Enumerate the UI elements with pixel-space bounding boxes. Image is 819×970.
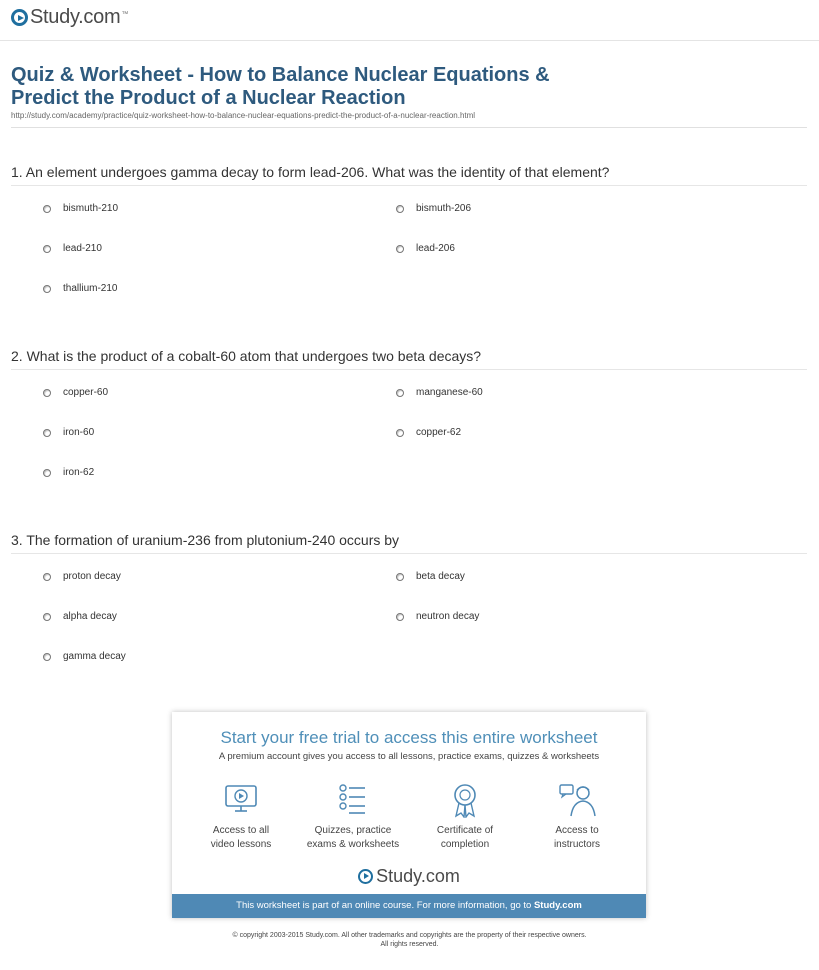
answer-label: neutron decay — [416, 611, 480, 622]
play-circle-icon — [11, 9, 28, 26]
answer-option[interactable] — [396, 203, 471, 214]
answer-label: beta decay — [416, 571, 465, 582]
copyright-line-1: © copyright 2003-2015 Study.com. All other trademarks and copyrights are the property of their respective owners. — [232, 932, 587, 939]
answer-option[interactable] — [396, 243, 455, 254]
answer-label: lead-210 — [63, 243, 102, 254]
copyright-notice — [150, 931, 669, 949]
course-info-text: This worksheet is part of an online course. For more information, go to — [236, 900, 534, 911]
radio-button[interactable] — [396, 429, 404, 437]
question-text: 1. An element undergoes gamma decay to form lead-206. What was the identity of that element? — [11, 164, 807, 186]
title-divider — [11, 127, 807, 128]
radio-button[interactable] — [43, 285, 51, 293]
video-lesson-icon — [221, 782, 261, 818]
instructor-icon — [557, 782, 597, 818]
answer-label: bismuth-206 — [416, 203, 472, 214]
answer-label: gamma decay — [63, 651, 126, 662]
feature-label: Access to all video lessons — [210, 825, 272, 850]
answer-option[interactable] — [396, 611, 479, 622]
answer-option[interactable] — [43, 571, 121, 582]
radio-button[interactable] — [43, 429, 51, 437]
answer-option[interactable] — [43, 611, 117, 622]
answer-option[interactable] — [396, 571, 465, 582]
answer-label: manganese-60 — [416, 387, 483, 398]
answer-label: lead-206 — [416, 243, 455, 254]
radio-button[interactable] — [43, 245, 51, 253]
quiz-list-icon — [333, 782, 373, 818]
radio-button[interactable] — [396, 613, 404, 621]
radio-button[interactable] — [43, 613, 51, 621]
trademark-mark: ™ — [121, 11, 129, 18]
question-2 — [11, 348, 807, 478]
question-3 — [11, 532, 807, 662]
free-trial-headline[interactable]: Start your free trial to access this entire worksheet — [220, 728, 598, 747]
feature-video-lessons — [182, 782, 300, 852]
radio-button[interactable] — [43, 469, 51, 477]
answer-option[interactable] — [43, 203, 118, 214]
cta-study-logo[interactable] — [172, 866, 646, 887]
feature-label: Quizzes, practice exams & worksheets — [306, 825, 400, 850]
copyright-line-2: All rights reserved. — [380, 941, 439, 948]
question-text: 3. The formation of uranium-236 from plutonium-240 occurs by — [11, 532, 807, 554]
study-link[interactable]: Study.com — [533, 900, 582, 911]
answer-option[interactable] — [43, 283, 117, 294]
radio-button[interactable] — [43, 573, 51, 581]
answer-option[interactable] — [43, 467, 94, 478]
answer-label: proton decay — [63, 571, 121, 582]
page-url[interactable]: http://study.com/academy/practice/quiz-worksheet-how-to-balance-nuclear-equations-predict-the-product-of-a-nuclear-reaction.html — [11, 111, 476, 120]
radio-button[interactable] — [396, 245, 404, 253]
page-title — [11, 64, 791, 110]
feature-quizzes — [294, 782, 412, 852]
study-logo[interactable] — [11, 6, 128, 29]
feature-instructors — [518, 782, 636, 852]
free-trial-panel — [172, 712, 646, 918]
certificate-icon — [445, 782, 485, 818]
radio-button[interactable] — [43, 205, 51, 213]
brand-name: Study.com — [30, 6, 121, 28]
radio-button[interactable] — [43, 389, 51, 397]
answer-label: iron-62 — [63, 467, 95, 478]
play-circle-icon — [358, 869, 373, 884]
answer-option[interactable] — [396, 387, 483, 398]
answer-label: bismuth-210 — [63, 203, 119, 214]
header-divider — [0, 40, 819, 41]
radio-button[interactable] — [43, 653, 51, 661]
radio-button[interactable] — [396, 389, 404, 397]
radio-button[interactable] — [396, 573, 404, 581]
free-trial-subline: A premium account gives you access to all lessons, practice exams, quizzes & worksheets — [218, 751, 600, 762]
answer-label: iron-60 — [63, 427, 95, 438]
page-title-line-2: Predict the Product of a Nuclear Reaction — [11, 87, 406, 109]
answer-option[interactable] — [43, 651, 126, 662]
course-info-bar — [172, 894, 646, 918]
feature-label: Certificate of completion — [436, 825, 494, 850]
answer-label: copper-62 — [416, 427, 462, 438]
brand-name: Study.com — [376, 866, 460, 886]
feature-label: Access to instructors — [553, 825, 601, 850]
answer-option[interactable] — [396, 427, 461, 438]
answer-label: thallium-210 — [63, 283, 118, 294]
answer-option[interactable] — [43, 243, 102, 254]
page-title-line-1: Quiz & Worksheet - How to Balance Nuclear Equations & — [11, 64, 550, 86]
answer-label: copper-60 — [63, 387, 109, 398]
question-text: 2. What is the product of a cobalt-60 atom that undergoes two beta decays? — [11, 348, 807, 370]
feature-certificate — [406, 782, 524, 852]
question-1 — [11, 164, 807, 294]
answer-option[interactable] — [43, 427, 94, 438]
answer-option[interactable] — [43, 387, 108, 398]
radio-button[interactable] — [396, 205, 404, 213]
answer-label: alpha decay — [63, 611, 117, 622]
